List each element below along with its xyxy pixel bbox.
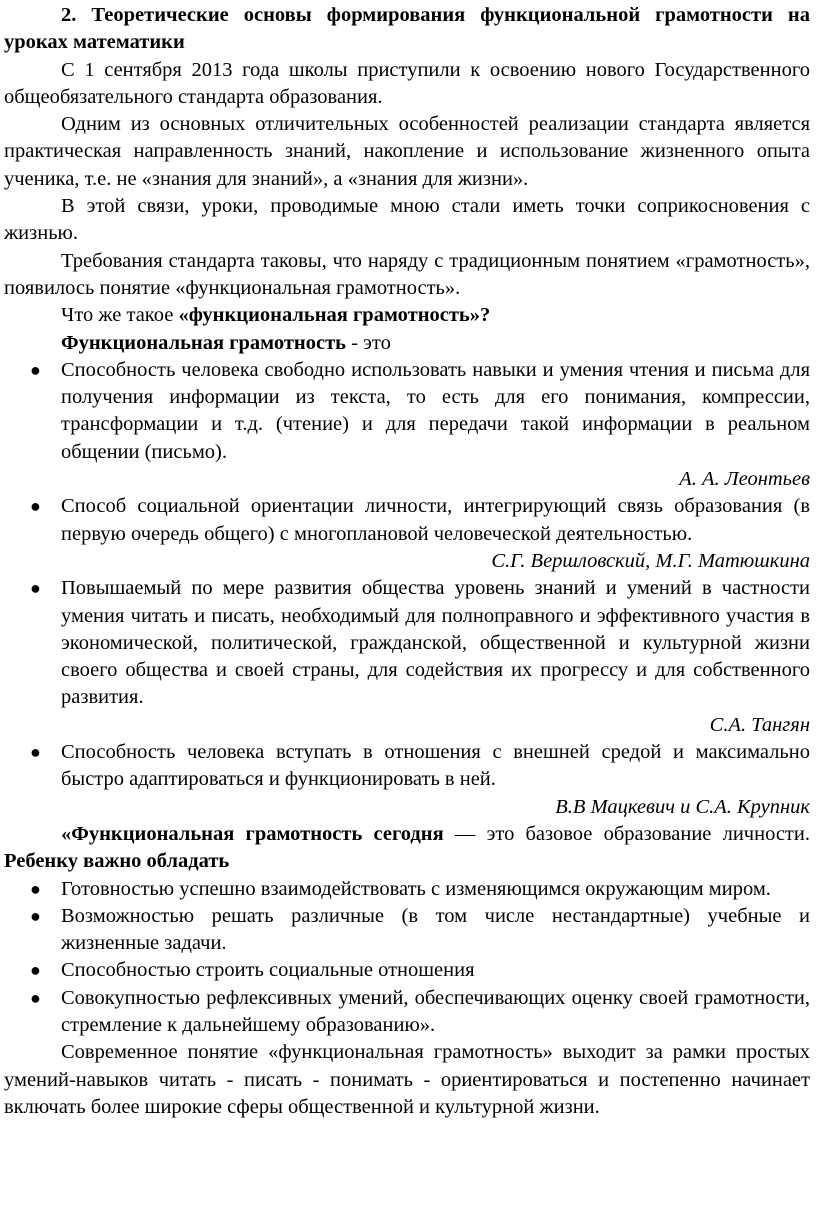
definitions-list bbox=[4, 739, 810, 794]
paragraph-question bbox=[4, 302, 810, 329]
quality-text: Возможностью решать различные (в том числе нестандартные) учебные и жизненные задачи. bbox=[61, 904, 810, 955]
paragraph-practical-orientation: Одним из основных отличительных особенностей реализации стандарта является практическая направленность знаний, накопление и использование жизненного опыта ученика, т.е. не «знания для знаний», а «знания для жизни». bbox=[4, 113, 810, 190]
definition-text: Способ социальной ориентации личности, интегрирующий связь образования (в первую очередь общего) с многоплановой человеческой деятельностью. bbox=[61, 495, 810, 545]
bullet-icon: ● bbox=[30, 496, 41, 517]
paragraph-definition-lead bbox=[4, 330, 810, 357]
bullet-icon: ● bbox=[30, 359, 41, 380]
definitions-list bbox=[4, 575, 810, 711]
qualities-list bbox=[4, 876, 810, 1040]
today-text: –– это базовое образование личности. bbox=[443, 822, 810, 845]
definitions-list bbox=[4, 357, 810, 466]
list-item bbox=[4, 957, 810, 984]
section-heading: 2. Теоретические основы формирования функциональной грамотности на уроках математики bbox=[4, 4, 810, 54]
list-item bbox=[4, 985, 810, 1040]
bullet-icon: ● bbox=[30, 578, 41, 599]
bullet-icon: ● bbox=[30, 987, 41, 1008]
paragraph-closing: Современное понятие «функциональная грамотность» выходит за рамки простых умений-навыков читать - писать - понимать - ориентироваться и постепенно начинает включать более широкие сферы общественной и культурной жизни. bbox=[4, 1041, 810, 1118]
list-item bbox=[4, 575, 810, 711]
list-item bbox=[4, 903, 810, 958]
quality-text: Готовностью успешно взаимодействовать с изменяющимся окружающим миром. bbox=[61, 877, 771, 900]
bullet-icon: ● bbox=[30, 878, 41, 899]
today-term: «Функциональная грамотность сегодня bbox=[61, 822, 444, 845]
definition-term: Функциональная грамотность bbox=[61, 331, 346, 354]
list-item bbox=[4, 493, 810, 548]
today-lead: Ребенку важно обладать bbox=[4, 850, 230, 873]
bullet-icon: ● bbox=[30, 960, 41, 981]
definition-text: Способность человека свободно использовать навыки и умения чтения и письма для получения информации из текста, то есть для его понимания, компрессии, трансформации и т.д. (чтение) и для передачи такой информации в реальном общении (письмо). bbox=[61, 358, 810, 463]
bullet-icon: ● bbox=[30, 742, 41, 763]
definition-author: А. А. Леонтьев bbox=[679, 468, 810, 491]
list-item bbox=[4, 876, 810, 903]
quality-text: Совокупностью рефлексивных умений, обеспечивающих оценку своей грамотности, стремление к дальнейшему образованию». bbox=[61, 986, 810, 1036]
definition-author: С.Г. Вершловский, М.Г. Матюшкина bbox=[491, 549, 810, 572]
definitions-list bbox=[4, 493, 810, 548]
list-item bbox=[4, 739, 810, 794]
definition-dash: - это bbox=[346, 331, 391, 354]
definition-author: В.В Мацкевич и С.А. Крупник bbox=[555, 795, 810, 818]
quality-text: Способностью строить социальные отношения bbox=[61, 959, 475, 982]
paragraph-today bbox=[4, 821, 810, 876]
definition-author: С.А. Тангян bbox=[709, 713, 810, 736]
bullet-icon: ● bbox=[30, 905, 41, 926]
list-item bbox=[4, 357, 810, 466]
question-term: «функциональная грамотность»? bbox=[178, 304, 491, 327]
paragraph-standard-intro: С 1 сентября 2013 года школы приступили к освоению нового Государственного общеобязательного стандарта образования. bbox=[4, 58, 810, 108]
paragraph-lessons-life: В этой связи, уроки, проводимые мною стали иметь точки соприкосновения с жизнью. bbox=[4, 195, 810, 245]
paragraph-standard-requirements: Требования стандарта таковы, что наряду с традиционным понятием «грамотность», появилось понятие «функциональная грамотность». bbox=[4, 249, 810, 299]
question-lead: Что же такое bbox=[61, 304, 179, 327]
definition-text: Способность человека вступать в отношения с внешней средой и максимально быстро адаптироваться и функционировать в ней. bbox=[61, 741, 810, 791]
definition-text: Повышаемый по мере развития общества уровень знаний и умений в частности умения читать и писать, необходимый для полноправного и эффективного участия в экономической, политической, гражданской, общественной и культурной жизни своего общества и своей страны, для содействия их прогрессу и для собственного развития. bbox=[61, 577, 810, 709]
